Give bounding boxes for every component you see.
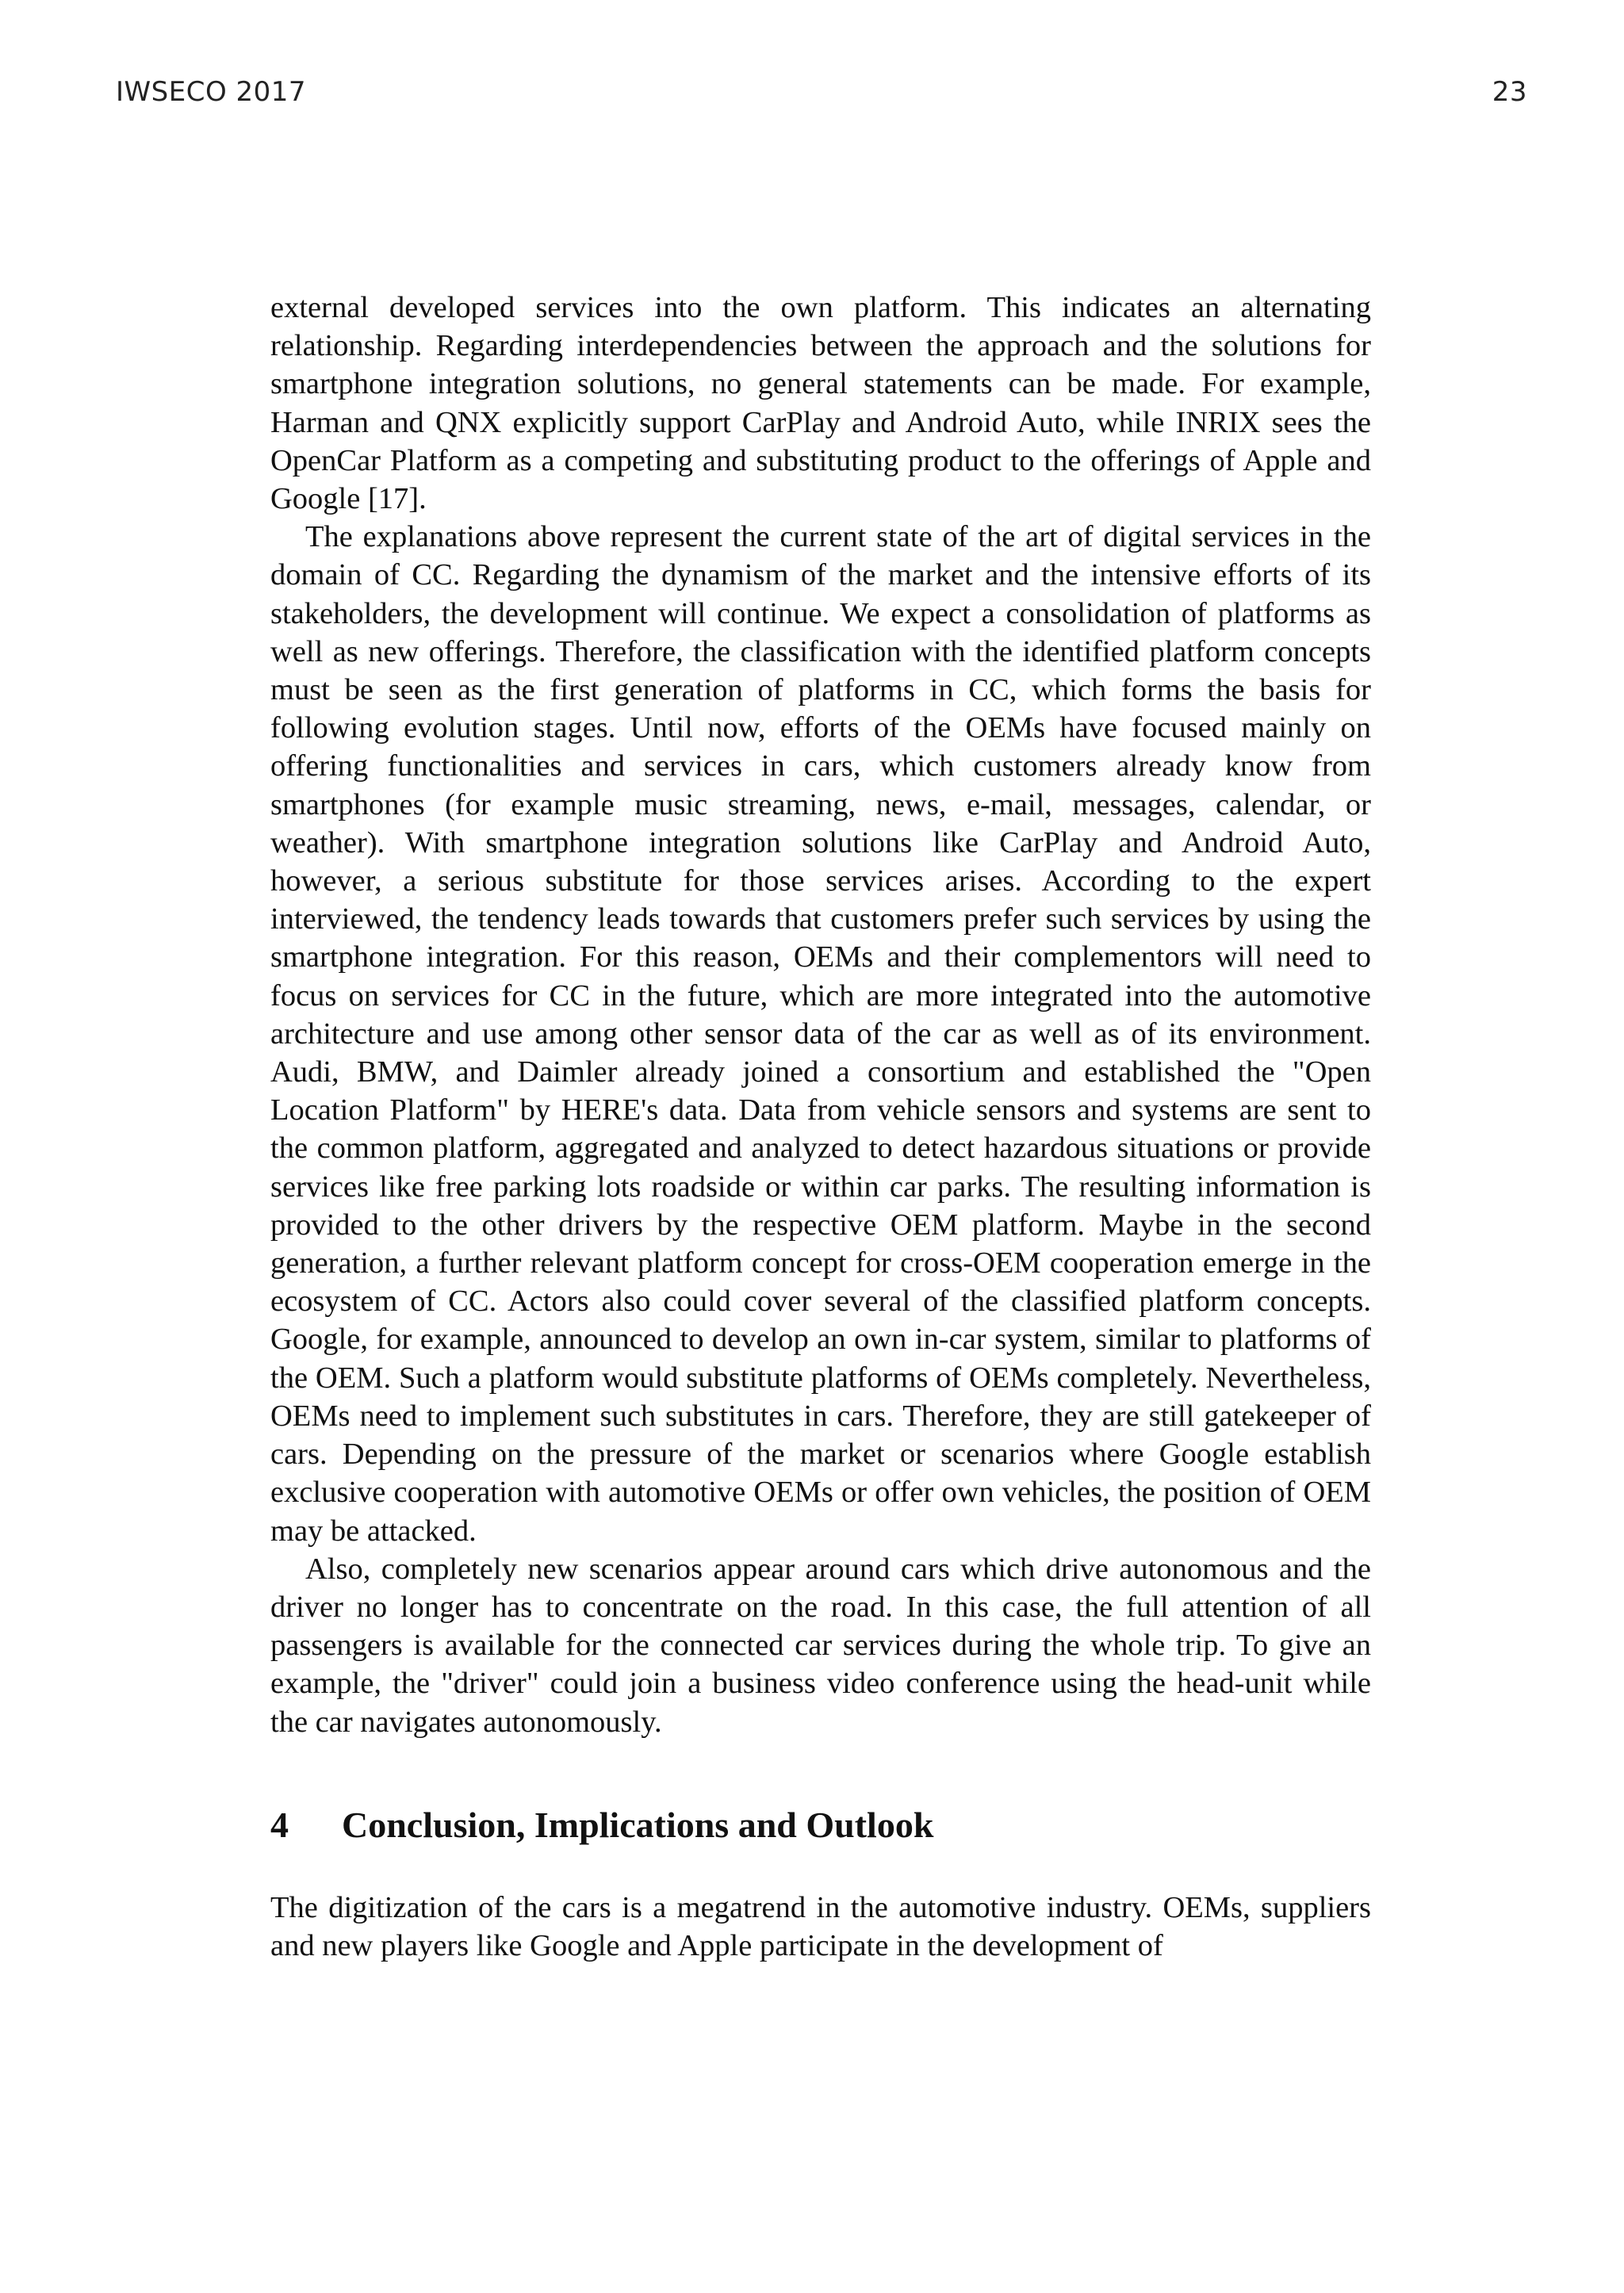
body-text [270, 289, 1371, 1965]
page-number: 23 [1492, 76, 1527, 108]
paragraph-continuation: external developed services into the own platform. This indicates an alternating relationship. Regarding interdependencies between the approach and the solutions for smartphone integration solutions, no general statements can be made. For example, Harman and QNX explicitly support CarPlay and Android Auto, while INRIX sees the OpenCar Platform as a competing and substituting product to the offerings of Apple and Google [17]. [270, 291, 1371, 516]
running-head [116, 76, 1527, 124]
section-heading [270, 1803, 1371, 1847]
running-head-venue: IWSECO 2017 [116, 76, 307, 108]
section-number: 4 [270, 1804, 289, 1845]
section-title: Conclusion, Implications and Outlook [342, 1804, 934, 1845]
paragraph-conclusion-intro: The digitization of the cars is a megatrend in the automotive industry. OEMs, suppliers and new players like Google and Apple participate in the development of [270, 1890, 1371, 1962]
paragraph-state-of-the-art: The explanations above represent the current state of the art of digital services in the domain of CC. Regarding the dynamism of the market and the intensive efforts of its stakeholders, the development will continue. We expect a consolidation of platforms as well as new offerings. Therefore, the classification with the identified platform concepts must be seen as the first generation of platforms in CC, which forms the basis for following evolution stages. Until now, efforts of the OEMs have focused mainly on offering functionalities and services in cars, which customers already know from smartphones (for example music streaming, news, e-mail, messages, calendar, or weather). With smartphone integration solutions like CarPlay and Android Auto, however, a serious substitute for those services arises. According to the expert interviewed, the tendency leads towards that customers prefer such services by using the smartphone integration. For this reason, OEMs and their complementors will need to focus on services for CC in the future, which are more integrated into the automotive architecture and use among other sensor data of the car as well as of its environment. Audi, BMW, and Daimler already joined a consortium and established the "Open Location Platform" by HERE's data. Data from vehicle sensors and systems are sent to the common platform, aggregated and analyzed to detect hazardous situations or provide services like free parking lots roadside or within car parks. The resulting information is provided to the other drivers by the respective OEM platform. Maybe in the second generation, a further relevant platform concept for cross-OEM cooperation emerge in the ecosystem of CC. Actors also could cover several of the classified platform concepts. Google, for example, announced to develop an own in-car system, similar to platforms of the OEM. Such a platform would substitute platforms of OEMs completely. Nevertheless, OEMs need to implement such substitutes in cars. Therefore, they are still gatekeeper of cars. Depending on the pressure of the market or scenarios where Google establish exclusive cooperation with automotive OEMs or offer own vehicles, the position of OEM may be attacked. [270, 520, 1371, 1548]
paragraph-autonomous-scenarios: Also, completely new scenarios appear around cars which drive autonomous and the driver no longer has to concentrate on the road. In this case, the full attention of all passengers is available for the connected car services during the whole trip. To give an example, the "driver" could join a business video conference using the head-unit while the car navigates autonomously. [270, 1552, 1371, 1739]
